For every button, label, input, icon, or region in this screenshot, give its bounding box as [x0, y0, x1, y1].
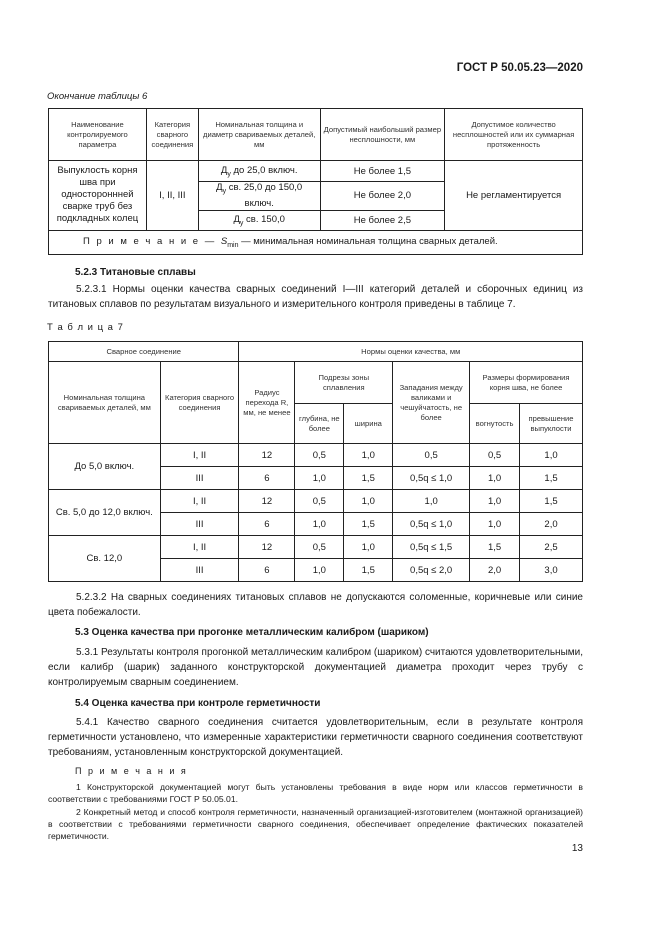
notes-title: П р и м е ч а н и я	[75, 766, 188, 776]
table-note: П р и м е ч а н и е — $S_{min}$ — минимальная номинальная толщина сварных деталей.	[49, 230, 583, 254]
size-cell: Не более 2,0	[320, 182, 445, 211]
header-cell: глубина, не более	[295, 404, 344, 444]
section-title-523: 5.2.3 Титановые сплавы	[75, 267, 196, 278]
thickness-cell: До 5,0 включ.	[49, 444, 161, 490]
paragraph-5232: 5.2.3.2 На сварных соединениях титановых сплавов не допускаются соломенные, коричневые или синие цвета побежалости.	[48, 592, 583, 618]
table6-caption: Окончание таблицы 6	[47, 91, 148, 102]
header-cell: Категория сварного соединения	[146, 109, 198, 161]
table-row	[49, 444, 583, 467]
table-6	[48, 108, 583, 255]
table-cell: 1,0	[470, 513, 520, 536]
param-cell: Выпуклость корня шва при одностороннней сварке труб без подкладных колец	[49, 161, 147, 231]
table-cell: 0,5q ≤ 1,0	[393, 467, 470, 490]
table-cell: I, II	[160, 536, 239, 559]
table-cell: 1,0	[344, 490, 393, 513]
table-cell: 1,5	[520, 490, 583, 513]
note-1: 1 Конструкторской документацией могут быть установлены требования в виде норм или классов герметичности в соответствии с требованиями ГОСТ Р 50.05.01.	[48, 782, 583, 804]
table7-caption: Т а б л и ц а 7	[47, 322, 124, 333]
diameter-cell: $Д_у$ св. 150,0	[198, 210, 320, 230]
paragraph-541: 5.4.1 Качество сварного соединения считается удовлетворительным, если в результате контроля герметичности установлено, что измеренные характеристики герметичности сварного соединения соответствуют требованиям, установленным конструкторской документацией.	[48, 717, 583, 758]
table-cell: 12	[239, 536, 295, 559]
table-cell: 2,0	[470, 559, 520, 582]
header-cell: ширина	[344, 404, 393, 444]
table-header-row	[49, 342, 583, 362]
header-cell: Радиус перехода R, мм, не менее	[239, 362, 295, 444]
table-cell: 2,0	[520, 513, 583, 536]
table-cell: 1,0	[344, 536, 393, 559]
table-cell: 0,5	[393, 444, 470, 467]
table-cell: 2,5	[520, 536, 583, 559]
table-cell: 1,5	[520, 467, 583, 490]
section-title-54: 5.4 Оценка качества при контроле герметичности	[75, 698, 321, 709]
table-row	[49, 536, 583, 559]
table-cell: 1,0	[344, 444, 393, 467]
table-header-row	[49, 362, 583, 404]
size-cell: Не более 1,5	[320, 161, 445, 182]
table-cell: 0,5	[295, 444, 344, 467]
table-cell: 6	[239, 559, 295, 582]
diameter-cell: $Д_у$ до 25,0 включ.	[198, 161, 320, 182]
header-cell: превышение выпуклости	[520, 404, 583, 444]
header-cell: Размеры формирования корня шва, не более	[470, 362, 583, 404]
table-cell: 1,0	[295, 513, 344, 536]
header-cell: Номинальная толщина и диаметр свариваемых деталей, мм	[198, 109, 320, 161]
table-cell: 1,0	[470, 490, 520, 513]
size-cell: Не более 2,5	[320, 210, 445, 230]
paragraph-5231: 5.2.3.1 Нормы оценки качества сварных соединений I—III категорий деталей и сборочных единиц из титановых сплавов по результатам визуального и измерительного контроля приведены в таблице 7.	[48, 284, 583, 310]
qty-cell: Не регламентируется	[445, 161, 583, 231]
table-cell: 0,5q ≤ 1,0	[393, 513, 470, 536]
header-cell: Западания между валиками и чешуйчатость, не более	[393, 362, 470, 444]
table-cell: 3,0	[520, 559, 583, 582]
table-row	[49, 490, 583, 513]
table-row	[49, 161, 583, 182]
table-cell: 0,5q ≤ 1,5	[393, 536, 470, 559]
table-cell: 1,5	[344, 467, 393, 490]
header-cell: Наименование контролируемого параметра	[49, 109, 147, 161]
header-cell: вогнутость	[470, 404, 520, 444]
table-cell: 0,5	[295, 490, 344, 513]
header-cell: Сварное соединение	[49, 342, 239, 362]
note-row	[49, 230, 583, 254]
table-7	[48, 341, 583, 582]
table-cell: III	[160, 513, 239, 536]
table-cell: 6	[239, 467, 295, 490]
table-cell: III	[160, 467, 239, 490]
table-cell: 1,0	[520, 444, 583, 467]
header-cell: Допустимый наибольший размер несплошности, мм	[320, 109, 445, 161]
diameter-cell: $Д_у$ св. 25,0 до 150,0 включ.	[198, 182, 320, 211]
table-cell: 0,5	[295, 536, 344, 559]
table-header-row	[49, 109, 583, 161]
header-cell: Подрезы зоны сплавления	[295, 362, 393, 404]
table-cell: I, II	[160, 490, 239, 513]
table-cell: 1,5	[470, 536, 520, 559]
table-cell: 1,0	[393, 490, 470, 513]
header-cell: Допустимое количество несплошностей или их суммарная протяженность	[445, 109, 583, 161]
table-cell: 1,0	[295, 467, 344, 490]
doc-header: ГОСТ Р 50.05.23—2020	[456, 62, 583, 74]
thickness-cell: Св. 5,0 до 12,0 включ.	[49, 490, 161, 536]
section-title-53: 5.3 Оценка качества при прогонке металлическим калибром (шариком)	[75, 627, 429, 638]
table-cell: 1,5	[344, 513, 393, 536]
page-number: 13	[571, 843, 583, 854]
category-cell: I, II, III	[146, 161, 198, 231]
table-cell: 12	[239, 490, 295, 513]
note-2: 2 Конкретный метод и способ контроля герметичности, назначенный организацией-изготовителем (монтажной организацией) в соответствии с требованиями герметичности сварного соединения, обеспечивает определение фактических показателей герметичности.	[48, 807, 583, 841]
table-cell: 0,5	[470, 444, 520, 467]
paragraph-531: 5.3.1 Результаты контроля прогонкой металлическим калибром (шариком) считаются удовлетворительными, если калибр (шарик) заданного конструкторской документацией диаметра проходит через трубу с контролируемым сварным соединением.	[48, 647, 584, 688]
table-cell: 0,5q ≤ 2,0	[393, 559, 470, 582]
thickness-cell: Св. 12,0	[49, 536, 161, 582]
header-cell: Номинальная толщина свариваемых деталей, мм	[49, 362, 161, 444]
table-cell: 1,0	[470, 467, 520, 490]
header-cell: Категория сварного соединения	[160, 362, 239, 444]
table-cell: I, II	[160, 444, 239, 467]
table-cell: III	[160, 559, 239, 582]
header-cell: Нормы оценки качества, мм	[239, 342, 583, 362]
table-cell: 6	[239, 513, 295, 536]
table-cell: 1,5	[344, 559, 393, 582]
table-cell: 1,0	[295, 559, 344, 582]
table-cell: 12	[239, 444, 295, 467]
